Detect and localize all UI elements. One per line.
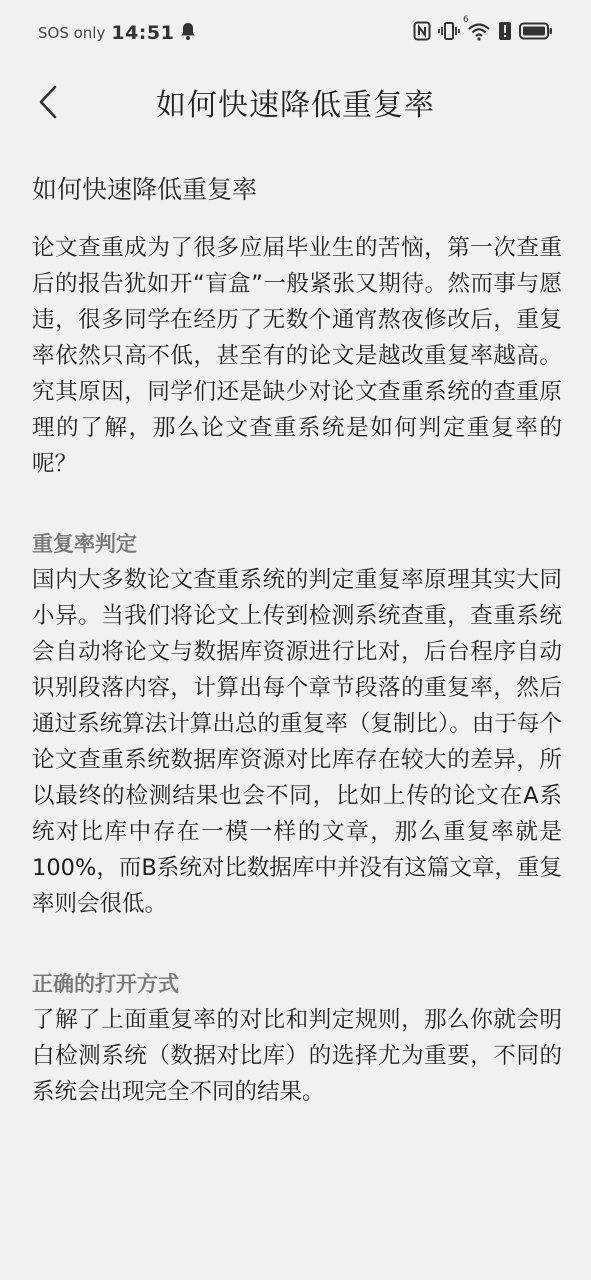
article-content xyxy=(32,168,562,1110)
alert-icon xyxy=(498,21,512,45)
page-title: 如何快速降低重复率 xyxy=(156,88,435,123)
section-body-repeat-rate: 国内大多数论文查重系统的判定重复率原理其实大同小异。当我们将论文上传到检测系统查重，查重系统会自动将论文与数据库资源进行比对，后台程序自动识别段落内容，计算出每个章节段落的重复率，然后通过系统算法计算出总的重复率（复制比）。由于每个论文查重系统数据库资源对比库存在较大的差异，所以最终的检测结果也会不同，比如上传的论文在A系统对比库中存在一模一样的文章，那么重复率就是100%，而B系统对比数据库中并没有这篇文章，重复率则会很低。 xyxy=(32,567,562,917)
status-right xyxy=(413,15,553,45)
back-button[interactable] xyxy=(28,80,68,124)
section-heading-correct-method: 正确的打开方式 xyxy=(32,972,179,996)
bell-icon xyxy=(180,22,196,44)
section-heading-repeat-rate: 重复率判定 xyxy=(32,532,137,556)
article-intro: 论文查重成为了很多应届毕业生的苦恼，第一次查重后的报告犹如开“盲盒”一般紧张又期待。然而事与愿违，很多同学在经历了无数个通宵熬夜修改后，重复率依然只高不低，甚至有的论文是越改重复率越高。究其原因，同学们还是缺少对论文查重系统的查重原理的了解，那么论文查重系统是如何判定重复率的呢？ xyxy=(32,235,562,477)
wifi-icon xyxy=(463,15,491,45)
status-bar xyxy=(0,0,591,66)
chevron-left-icon xyxy=(37,84,59,120)
carrier-label: SOS only xyxy=(38,24,106,42)
section-body-correct-method: 了解了上面重复率的对比和判定规则，那么你就会明白检测系统（数据对比库）的选择尤为重要，不同的系统会出现完全不同的结果。 xyxy=(32,1007,562,1105)
clock: 14:51 xyxy=(111,22,175,44)
network-superscript: 6 xyxy=(463,15,469,25)
vibrate-icon xyxy=(438,21,460,45)
battery-icon xyxy=(519,22,553,44)
status-left xyxy=(38,22,196,44)
nav-bar xyxy=(0,66,591,138)
nfc-icon xyxy=(413,21,431,45)
article-title: 如何快速降低重复率 xyxy=(32,175,258,204)
